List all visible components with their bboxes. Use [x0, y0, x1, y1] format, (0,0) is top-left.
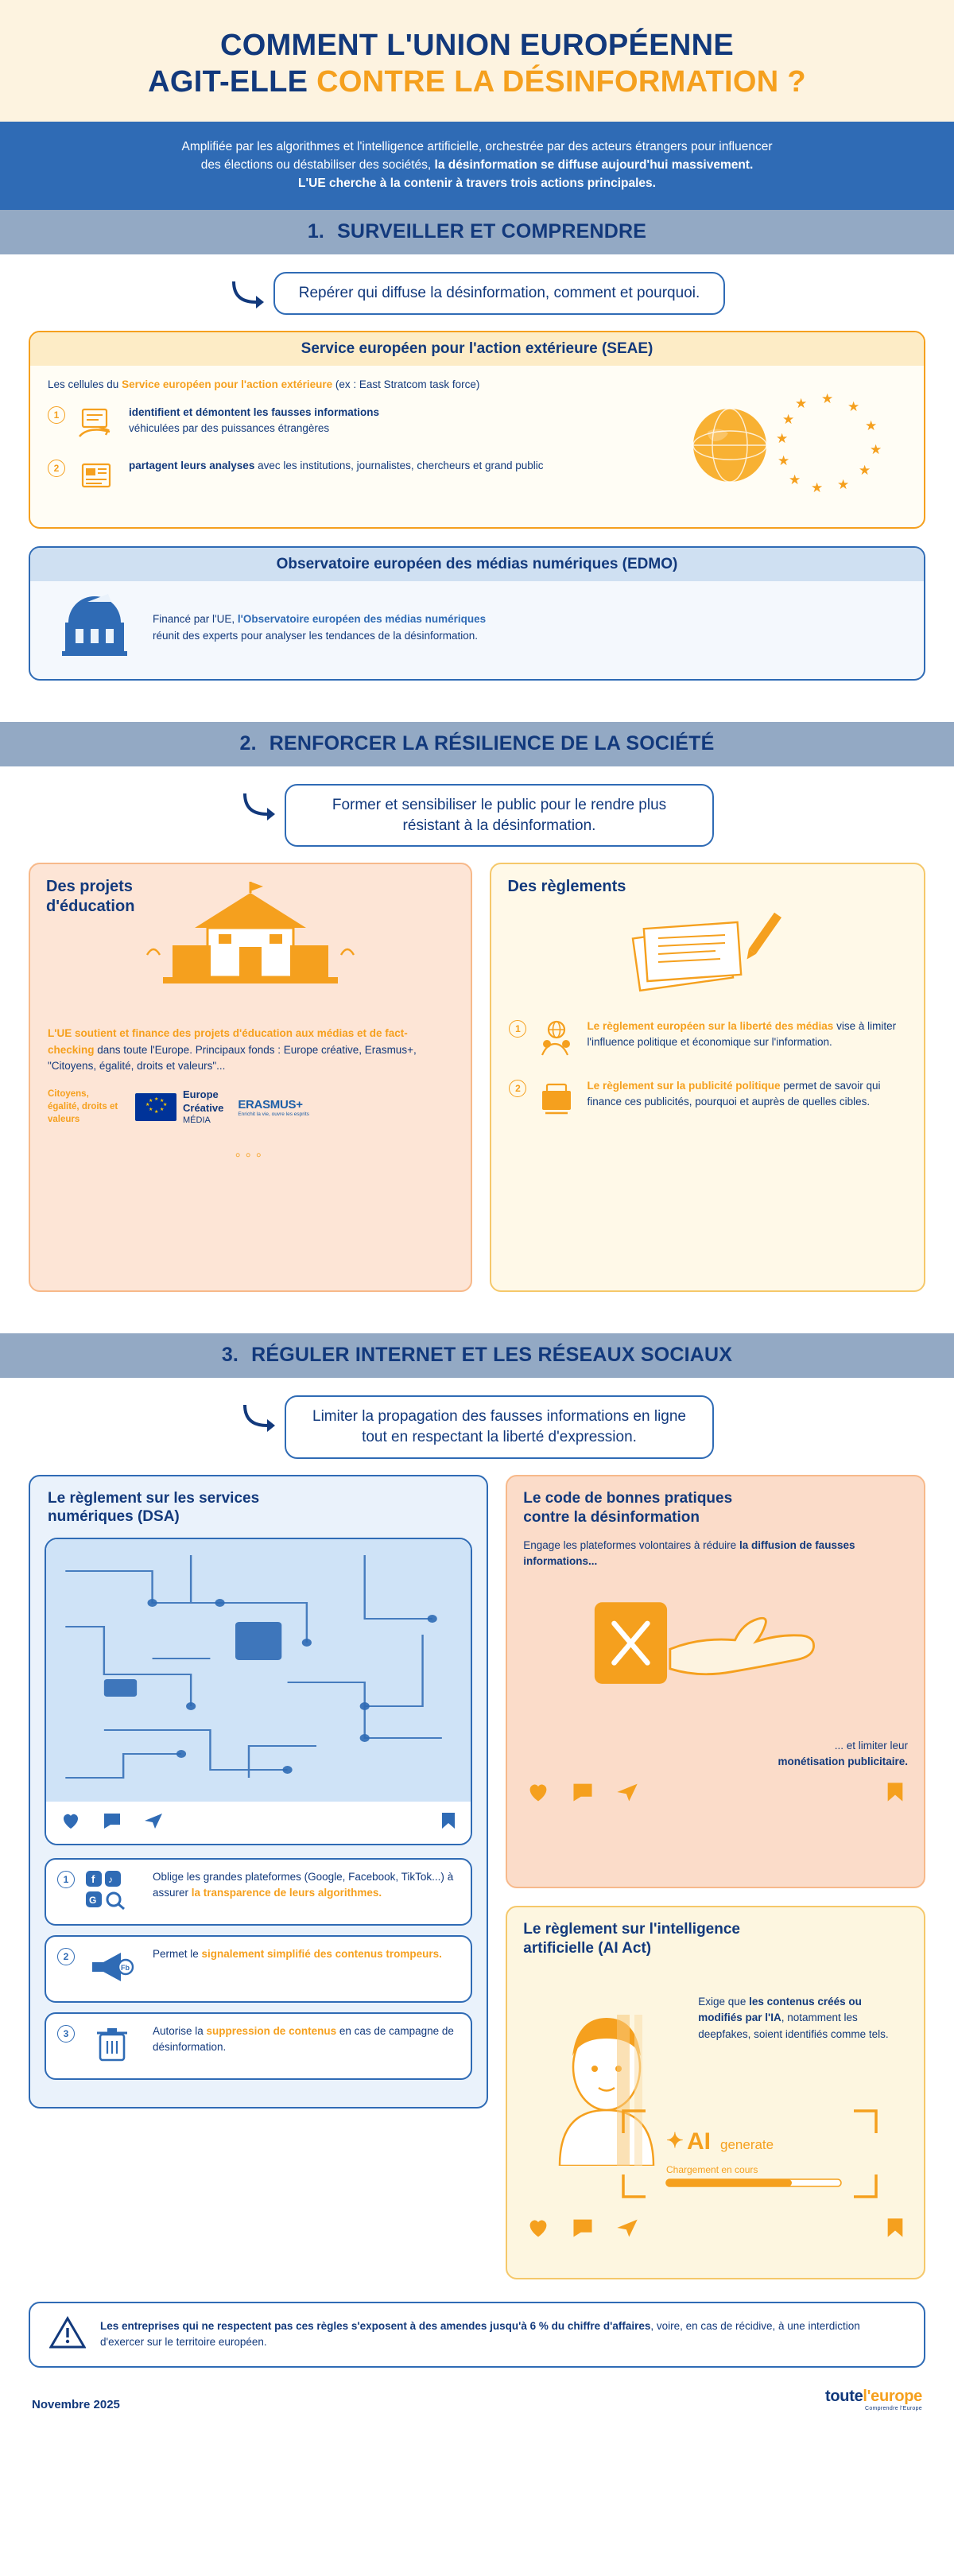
education-body-bold: L'UE soutient et finance des projets d'éducation aux médias et de fact-checking	[48, 1027, 408, 1056]
coc-text	[523, 1538, 908, 1570]
ai-title-line2: artificielle (AI Act)	[523, 1940, 652, 1957]
seae-item-text	[129, 458, 544, 474]
svg-text:Chargement en cours: Chargement en cours	[666, 2164, 758, 2176]
regulation-item-rest: permet de savoir qui finance ces publicités, pourquoi et auprès de quelles cibles.	[587, 1080, 881, 1108]
education-title-line1: Des projets	[46, 878, 133, 896]
dsa-item-suffix: en cas de campagne de désinformation.	[153, 2025, 454, 2053]
ai-act-title	[523, 1920, 908, 1959]
svg-text:★: ★	[154, 1097, 159, 1103]
heart-icon[interactable]	[526, 2217, 550, 2243]
dsa-item-text	[153, 1946, 442, 1962]
svg-text:★: ★	[154, 1110, 159, 1115]
ai-text-bold: les contenus créés ou modifiés par l'IA	[698, 1996, 862, 2024]
seae-item-bold: partagent leurs analyses	[129, 460, 255, 472]
toute-leurope-logo[interactable]	[825, 2388, 922, 2411]
europe-creative-line1: Europe	[183, 1088, 219, 1101]
section-1-bar	[0, 210, 954, 254]
dsa-item-number: 2	[57, 1948, 75, 1965]
svg-text:★: ★	[163, 1103, 168, 1108]
dsa-item-number: 3	[57, 2025, 75, 2043]
intro-paragraph	[0, 122, 954, 211]
regulation-item	[509, 1018, 906, 1061]
bookmark-icon[interactable]	[440, 1811, 456, 1834]
edmo-card	[29, 546, 925, 681]
footnote-box	[29, 2302, 925, 2368]
regulation-item-text	[587, 1078, 906, 1109]
dsa-item-bold: la transparence de leurs algorithmes.	[191, 1886, 382, 1899]
education-body	[30, 1026, 471, 1074]
footnote-text	[100, 2318, 905, 2351]
svg-text:★: ★	[795, 395, 808, 411]
erasmus-label: ERASMUS+	[238, 1097, 303, 1111]
section-3-number: 3.	[221, 1344, 239, 1367]
ai-act-card	[506, 1906, 925, 2279]
svg-text:G: G	[89, 1895, 97, 1907]
section-2-bar	[0, 722, 954, 766]
section-3-bar	[0, 1333, 954, 1378]
section-1-title: SURVEILLER ET COMPRENDRE	[337, 220, 647, 243]
svg-text:AI: AI	[687, 2128, 712, 2155]
regulation-item-bold: Le règlement sur la publicité politique	[587, 1080, 781, 1092]
documents-and-pen-icon	[491, 905, 924, 1004]
seae-lead-bold: Service européen pour l'action extérieure	[122, 378, 333, 391]
regulations-list	[491, 1011, 924, 1120]
page-footer	[0, 2368, 954, 2432]
footnote-bold: Les entreprises qui ne respectent pas ces règles s'exposent à des amendes jusqu'à 6 % du chiffre d'affaires	[100, 2319, 651, 2332]
section-1-number: 1.	[307, 220, 325, 243]
comment-icon[interactable]	[571, 2217, 595, 2243]
dsa-item-text	[153, 1869, 460, 1900]
dsa-item-number: 1	[57, 1871, 75, 1888]
regulation-item-number: 1	[509, 1020, 526, 1038]
section-1-callout-row	[0, 272, 954, 315]
ai-text-rest: , notamment les deepfakes, soient identifiés comme tels.	[698, 2012, 889, 2040]
seae-item-rest: véhiculées par des puissances étrangères	[129, 421, 330, 434]
education-title-line2: d'éducation	[46, 898, 135, 916]
svg-text:★: ★	[870, 441, 882, 457]
europe-creative-line3: MÉDIA	[183, 1115, 211, 1125]
warning-triangle-icon	[49, 2316, 86, 2353]
newspaper-icon	[75, 458, 119, 497]
globe-with-eu-stars-icon	[668, 378, 906, 511]
section-2-callout-row	[0, 784, 954, 847]
edmo-text	[153, 611, 486, 644]
section-3-right-column	[506, 1475, 925, 2279]
regulation-item-rest: vise à limiter l'influence politique et économique sur l'information.	[587, 1020, 897, 1048]
europe-creative-label	[183, 1088, 223, 1126]
coc-right-plain: ... et limiter leur	[834, 1739, 908, 1752]
seae-item-number: 1	[48, 406, 65, 424]
erasmus-plus-logo	[238, 1098, 309, 1117]
svg-text:f: f	[91, 1873, 95, 1886]
svg-text:♪: ♪	[108, 1874, 113, 1886]
bookmark-icon[interactable]	[886, 1781, 905, 1807]
brand-part-a: toute	[825, 2387, 863, 2405]
send-icon[interactable]	[615, 1781, 639, 1807]
footnote-rest: , voire, en cas de récidive, à une interdiction d'exercer sur le territoire européen.	[100, 2319, 860, 2349]
observatory-dome-icon	[51, 592, 138, 663]
dsa-item	[45, 2012, 472, 2080]
citizens-equality-rights-values-logo: Citoyens, égalité, droits et valeurs	[48, 1089, 118, 1124]
intro-line2-plain: des élections ou déstabiliser des sociétés,	[200, 157, 435, 172]
regulation-item-text	[587, 1018, 906, 1049]
svg-text:★: ★	[847, 398, 860, 414]
section-2-columns	[0, 863, 954, 1292]
page-title-line2-plain: AGIT-ELLE	[148, 65, 317, 99]
ai-generate-widget	[619, 2106, 881, 2206]
section-2-callout-line1: Former et sensibiliser le public pour le rendre plus	[332, 797, 667, 814]
svg-text:★: ★	[837, 476, 850, 492]
section-3-title: RÉGULER INTERNET ET LES RÉSEAUX SOCIAUX	[251, 1344, 733, 1367]
political-ads-icon	[534, 1078, 579, 1120]
dsa-item-prefix: Permet le	[153, 1948, 202, 1961]
coc-text-plain: Engage les plateformes volontaires à réduire	[523, 1539, 739, 1552]
dsa-item-plain: à assurer	[153, 1871, 454, 1899]
comment-icon[interactable]	[571, 1781, 595, 1807]
intro-line2-bold: la désinformation se diffuse aujourd'hui massivement.	[434, 157, 754, 172]
europe-creative-media-logo	[135, 1088, 223, 1126]
heart-icon[interactable]	[60, 1811, 81, 1834]
hand-pushing-cross-card-icon	[523, 1577, 908, 1732]
dsa-card-title	[48, 1489, 472, 1527]
seae-item-text	[129, 405, 379, 436]
regulations-card	[490, 863, 925, 1292]
section-3-columns	[0, 1475, 954, 2279]
education-card	[29, 863, 472, 1292]
ai-text-plain: Exige que	[698, 1996, 750, 2008]
megaphone-icon	[84, 1946, 143, 1992]
education-body-rest: dans toute l'Europe. Principaux fonds : Europe créative, Erasmus+, "Citoyens, égalité, droits et valeurs"...	[48, 1043, 417, 1072]
ai-title-line1: Le règlement sur l'intelligence	[523, 1920, 740, 1938]
curved-arrow-icon	[229, 278, 266, 310]
dsa-item-prefix: Oblige les grandes plateformes (Google, Facebook, TikTok...)	[153, 1871, 448, 1884]
svg-text:★: ★	[776, 430, 789, 446]
section-3-callout	[285, 1395, 714, 1458]
svg-text:★: ★	[865, 417, 878, 433]
edmo-text-prefix: Financé par l'UE,	[153, 613, 238, 626]
svg-text:★: ★	[821, 390, 834, 406]
send-icon[interactable]	[143, 1811, 164, 1834]
seae-item-list	[48, 405, 668, 497]
svg-text:★: ★	[811, 479, 824, 495]
svg-text:★: ★	[160, 1099, 165, 1104]
dsa-item-bold: signalement simplifié des contenus trompeurs.	[201, 1948, 442, 1961]
erasmus-sub: Enrichit la vie, ouvre les esprits	[238, 1111, 309, 1117]
dsa-card	[29, 1475, 488, 2109]
seae-lead	[48, 378, 668, 390]
regulation-item-bold: Le règlement européen sur la liberté des médias	[587, 1020, 834, 1033]
section-3-callout-row	[0, 1395, 954, 1458]
intro-line3: L'UE cherche à la contenir à travers trois actions principales.	[298, 177, 656, 191]
dsa-item-text	[153, 2023, 460, 2054]
publication-date: Novembre 2025	[32, 2397, 120, 2411]
decorative-dots: ◦◦◦	[235, 1146, 266, 1165]
heart-icon[interactable]	[526, 1781, 550, 1807]
svg-text:★: ★	[149, 1108, 153, 1113]
svg-text:★: ★	[789, 471, 801, 487]
section-2-callout-line2: résistant à la désinformation.	[402, 817, 596, 834]
edmo-card-title: Observatoire européen des médias numériques (EDMO)	[30, 548, 924, 581]
regulations-card-title: Des règlements	[507, 878, 626, 896]
page-title-line2-accent: CONTRE LA DÉSINFORMATION ?	[316, 65, 806, 99]
phone-mockup	[45, 1538, 472, 1845]
send-icon[interactable]	[615, 2217, 639, 2243]
coc-title-line1: Le code de bonnes pratiques	[523, 1489, 733, 1507]
coc-text-bold: la diffusion de fausses informations...	[523, 1539, 855, 1568]
brand-part-b: l'europe	[863, 2387, 922, 2405]
dsa-item	[45, 1858, 472, 1926]
section-1-callout: Repérer qui diffuse la désinformation, comment et pourquoi.	[273, 272, 725, 315]
trash-icon	[84, 2023, 143, 2069]
svg-text:generate: generate	[720, 2137, 774, 2153]
curved-arrow-icon	[240, 790, 277, 822]
svg-text:★: ★	[778, 452, 790, 468]
media-freedom-icon	[534, 1018, 579, 1061]
social-apps-icons	[84, 1869, 143, 1915]
seae-item-rest: avec les institutions, journalistes, chercheurs et grand public	[254, 460, 544, 472]
page-title-line1: COMMENT L'UNION EUROPÉENNE	[220, 29, 734, 62]
section-3-callout-line2: tout en respectant la liberté d'expression.	[362, 1429, 637, 1446]
bookmark-icon[interactable]	[886, 2217, 905, 2243]
dsa-title-line1: Le règlement sur les services	[48, 1489, 260, 1507]
dsa-item	[45, 1935, 472, 2003]
education-logos	[30, 1074, 471, 1126]
ai-action-bar	[523, 2206, 908, 2254]
circuit-board-phone-icon	[46, 1539, 471, 1802]
europe-creative-line2: Créative	[183, 1101, 224, 1114]
coc-title-line2: contre la désinformation	[523, 1509, 700, 1527]
svg-text:✦: ✦	[666, 2128, 684, 2153]
code-of-practice-card	[506, 1475, 925, 1888]
svg-text:★: ★	[859, 462, 871, 478]
dsa-item-prefix: Autorise la	[153, 2025, 207, 2038]
regulation-item-number: 2	[509, 1080, 526, 1097]
seae-card-title: Service européen pour l'action extérieure (SEAE)	[30, 332, 924, 366]
svg-text:★: ★	[160, 1108, 165, 1113]
phone-action-bar	[46, 1802, 471, 1844]
dsa-item-list	[45, 1858, 472, 2080]
page-title	[48, 27, 906, 101]
coc-action-bar	[523, 1770, 908, 1818]
edmo-text-bold: l'Observatoire européen des médias numériques	[237, 613, 487, 626]
section-2-number: 2.	[239, 732, 257, 755]
svg-text:Fb: Fb	[121, 1964, 130, 1973]
comment-icon[interactable]	[102, 1811, 122, 1834]
dsa-item-bold: suppression de contenus	[206, 2025, 337, 2038]
regulation-item	[509, 1078, 906, 1120]
seae-lead-suffix: (ex : East Stratcom task force)	[332, 378, 480, 391]
seae-item	[48, 458, 668, 497]
seae-card	[29, 331, 925, 529]
curved-arrow-icon	[240, 1402, 277, 1433]
section-2-title: RENFORCER LA RÉSILIENCE DE LA SOCIÉTÉ	[269, 732, 715, 755]
intro-line1: Amplifiée par les algorithmes et l'intelligence artificielle, orchestrée par des acteurs étrangers pour influencer	[181, 139, 773, 153]
hand-document-icon	[75, 405, 119, 444]
seae-item	[48, 405, 668, 444]
section-3-callout-line1: Limiter la propagation des fausses informations en ligne	[312, 1408, 686, 1426]
svg-text:★: ★	[149, 1099, 153, 1104]
coc-right-bold: monétisation publicitaire.	[778, 1755, 908, 1767]
seae-item-bold: identifient et démontent les fausses informations	[129, 406, 380, 419]
svg-text:★: ★	[782, 411, 795, 427]
seae-lead-prefix: Les cellules du	[48, 378, 122, 391]
seae-item-number: 2	[48, 460, 65, 477]
page-header	[0, 0, 954, 122]
coc-right-text	[523, 1738, 908, 1771]
section-2-callout	[285, 784, 714, 847]
code-of-practice-title	[523, 1489, 908, 1528]
dsa-title-line2: numériques (DSA)	[48, 1508, 180, 1526]
eu-flag-icon	[135, 1093, 176, 1121]
brand-tagline: Comprendre l'Europe	[864, 2405, 922, 2411]
svg-text:★: ★	[145, 1103, 150, 1108]
edmo-text-suffix: réunit des experts pour analyser les tendances de la désinformation.	[153, 629, 478, 642]
